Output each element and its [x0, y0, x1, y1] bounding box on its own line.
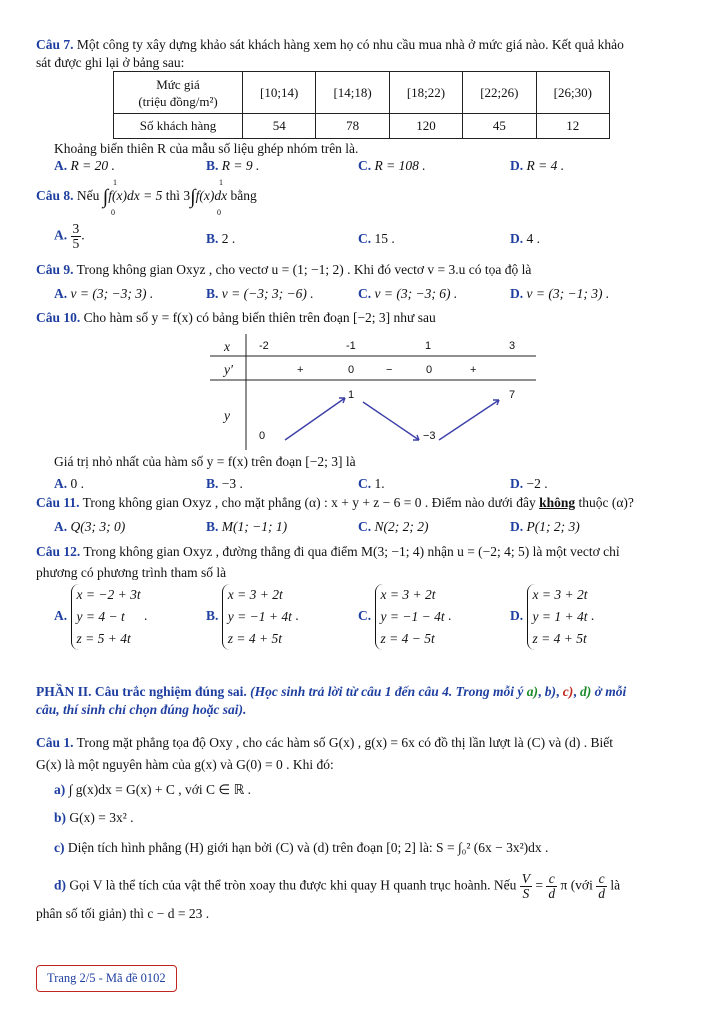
p2q1-item-b: [54, 810, 134, 826]
item-text-end: là: [610, 877, 621, 893]
q10-option-a: [54, 476, 84, 492]
option-text: v = (3; −3; 3) .: [70, 286, 154, 301]
option-letter: B.: [206, 158, 219, 173]
part2-title: PHẦN II. Câu trắc nghiệm đúng sai.: [36, 684, 247, 699]
item-text: ∫ g(x)dx = G(x) + C , với C ∈ ℝ .: [68, 782, 252, 797]
q7-count-cell: 54: [243, 114, 316, 139]
fraction: [596, 872, 607, 901]
option-text: R = 20 .: [70, 158, 115, 173]
q9-option-b: [206, 286, 314, 302]
part2-heading: PHẦN II. Câu trắc nghiệm đúng sai. (Học sinh trả lời từ câu 1 đến câu 4. Trong mỗi ý a), b), c), d) ở mỗi: [36, 684, 627, 699]
integral-sign: ∫: [102, 186, 109, 208]
q12-option-a: [54, 584, 147, 650]
eq-line: z = 4 + 5t: [532, 631, 587, 646]
q7-interval-cell: [22;26): [463, 72, 536, 114]
q7-header-label-2: (triệu đồng/m²): [138, 93, 218, 109]
eq-line: z = 4 − 5t: [380, 631, 435, 646]
item-text: Gọi V là thể tích của vật thể tròn xoay thu được khi quay H quanh trục hoành. Nếu: [69, 877, 517, 893]
denominator: d: [548, 886, 556, 901]
q12-text-line1: Trong không gian Oxyz , đường thẳng đi qua điểm M(3; −1; 4) nhận u = (−2; 4; 5) là một vectơ chỉ: [83, 544, 620, 559]
option-letter: A.: [54, 519, 68, 534]
q7-count-cell: 45: [463, 114, 536, 139]
q11-text-end: thuộc (α)?: [578, 495, 634, 510]
q8-text-equals: bằng: [230, 188, 257, 203]
denominator: S: [522, 886, 530, 901]
option-text: R = 9 .: [221, 158, 260, 173]
eq-line: y = 4 − t: [76, 609, 125, 624]
q8-limit-upper-2: 1: [219, 178, 223, 187]
p2q1-item-d: [54, 872, 620, 901]
vt-y-value: 0: [259, 430, 266, 442]
q12-option-b: [206, 584, 299, 650]
equation-system: [527, 584, 588, 650]
q8-option-d: [510, 231, 540, 247]
q8-stem: [36, 186, 257, 209]
q9-option-d: [510, 286, 609, 302]
option-letter: C.: [358, 519, 372, 534]
q9-option-c: [358, 286, 457, 302]
q12-label: Câu 12.: [36, 544, 81, 559]
q8-text-then: thì 3: [165, 188, 191, 203]
q8-limit-lower: 0: [111, 208, 115, 217]
option-letter: B.: [206, 608, 219, 624]
p2q1-item-a: [54, 782, 251, 798]
p2q1-item-d-line2: phân số tối giản) thì c − d = 23 .: [36, 906, 210, 921]
eq-line: z = 4 + 5t: [227, 631, 282, 646]
q7-option-c: [358, 158, 426, 174]
arrow-up-2: [439, 400, 499, 440]
integral-sign: ∫: [190, 186, 196, 208]
vt-y-value: 7: [509, 389, 516, 401]
q11-stem: [36, 495, 634, 511]
q10-label: Câu 10.: [36, 310, 81, 325]
q7-text-line1: Một công ty xây dựng khảo sát khách hàng xem họ có nhu cầu mua nhà ở mức giá nào. Kết quả khảo: [76, 37, 624, 52]
equation-system: [71, 584, 141, 650]
vt-sign: 0: [348, 364, 355, 376]
vt-x-value: 1: [425, 340, 432, 352]
q7-option-a: [54, 158, 115, 174]
vt-x-value: -2: [259, 340, 269, 352]
option-letter: A.: [54, 286, 68, 301]
eq-line: x = 3 + 2t: [532, 587, 588, 602]
denominator: d: [598, 886, 605, 901]
item-text: Diện tích hình phẳng (H) giới hạn bởi (C) và (d) trên đoạn [0; 2] là: S = ∫₀² (6x − 3x²)dx .: [67, 840, 549, 855]
option-letter: A.: [54, 476, 68, 491]
option-letter: A.: [54, 158, 68, 173]
option-letter: A.: [54, 227, 68, 243]
vt-sign: +: [470, 364, 477, 376]
numerator: c: [596, 872, 607, 887]
eq-line: x = 3 + 2t: [227, 587, 283, 602]
q8-limit-lower-2: 0: [217, 208, 221, 217]
part2-a: a): [526, 684, 539, 699]
q9-text: Trong không gian Oxyz , cho vectơ u = (1; −1; 2) . Khi đó vectơ v = 3.u có tọa độ là: [76, 262, 532, 277]
q7-count-cell: 12: [536, 114, 609, 139]
q12-text-line2: phương có phương trình tham số là: [36, 565, 227, 580]
q11-label: Câu 11.: [36, 495, 80, 510]
q7-interval-cell: [10;14): [243, 72, 316, 114]
eq-line: y = −1 + 4t: [227, 609, 292, 624]
option-letter: D.: [510, 231, 524, 246]
option-text: 2 .: [221, 231, 236, 246]
vt-sign: +: [297, 364, 304, 376]
option-text: v = (−3; 3; −6) .: [221, 286, 314, 301]
arrow-down: [363, 402, 419, 440]
equation-system: [375, 584, 445, 650]
vt-yprime-label: y′: [224, 362, 233, 377]
p2q1-text-line2: G(x) là một nguyên hàm của g(x) và G(0) = 0 . Khi đó:: [36, 757, 334, 772]
q7-count-cell: 78: [316, 114, 389, 139]
q7-count-cell: 120: [389, 114, 462, 139]
q7-interval-cell: [14;18): [316, 72, 389, 114]
eq-line: x = −2 + 3t: [76, 587, 141, 602]
option-text: −3 .: [221, 476, 243, 491]
eq-line: x = 3 + 2t: [380, 587, 436, 602]
part2-b: b): [544, 684, 557, 699]
q8-integral-2: f(x)dx: [195, 188, 228, 203]
option-text: N(2; 2; 2): [374, 519, 429, 534]
q8-option-b: [206, 231, 235, 247]
q11-text: Trong không gian Oxyz , cho mặt phẳng (α) : x + y + z − 6 = 0 . Điểm nào dưới đây: [82, 495, 536, 510]
option-letter: C.: [358, 476, 372, 491]
option-text: R = 4 .: [526, 158, 565, 173]
fraction: [520, 872, 532, 901]
vt-x-value: -1: [346, 340, 356, 352]
option-letter: B.: [206, 476, 219, 491]
q7-stem: [36, 36, 692, 54]
q10-question: Giá trị nhỏ nhất của hàm số y = f(x) trên đoạn [−2; 3] là: [54, 454, 356, 469]
q12-option-c: [358, 584, 451, 650]
option-letter: C.: [358, 286, 372, 301]
p2q1-label: Câu 1.: [36, 735, 74, 750]
option-letter: D.: [510, 158, 524, 173]
q7-text-line2: sát được ghi lại ở bảng sau:: [36, 55, 185, 70]
vt-y-value: 1: [348, 389, 355, 401]
q10-option-b: [206, 476, 243, 492]
option-letter: D.: [510, 519, 524, 534]
page-footer: Trang 2/5 - Mã đề 0102: [36, 965, 177, 992]
item-label: b): [54, 810, 67, 825]
q8-limit-upper: 1: [113, 178, 117, 187]
option-text: Q(3; 3; 0): [70, 519, 126, 534]
option-letter: D.: [510, 286, 524, 301]
vt-y-label: y: [224, 408, 230, 423]
item-text: G(x) = 3x² .: [69, 810, 134, 825]
q11-option-b: [206, 519, 287, 535]
q7-interval-cell: [26;30): [536, 72, 609, 114]
option-text: 15 .: [374, 231, 395, 246]
part2-instruction: (Học sinh trả lời từ câu 1 đến câu 4. Trong mỗi ý: [250, 684, 524, 699]
option-text: 4 .: [526, 231, 540, 246]
equation-system: [222, 584, 292, 650]
option-text: R = 108 .: [374, 158, 426, 173]
part2-instruction-end: ở mỗi: [594, 684, 627, 699]
eq-line: y = −1 − 4t: [380, 609, 445, 624]
numerator: c: [546, 872, 557, 887]
vt-x-value: 3: [509, 340, 516, 352]
option-letter: B.: [206, 519, 219, 534]
option-text: P(1; 2; 3): [526, 519, 580, 534]
numerator: V: [521, 871, 530, 886]
option-letter: C.: [358, 158, 372, 173]
fraction: [546, 872, 557, 901]
q9-option-a: [54, 286, 153, 302]
q10-text: Cho hàm số y = f(x) có bảng biến thiên trên đoạn [−2; 3] như sau: [83, 310, 436, 325]
q9-label: Câu 9.: [36, 262, 74, 277]
part2-c: c): [562, 684, 574, 699]
eq-line: z = 5 + 4t: [76, 631, 131, 646]
option-end: .: [295, 608, 299, 624]
q10-option-d: [510, 476, 548, 492]
q8-label: Câu 8.: [36, 188, 74, 203]
item-label: d): [54, 877, 67, 893]
option-text: v = (3; −3; 6) .: [374, 286, 458, 301]
q7-header-label-1: Mức giá: [156, 76, 200, 92]
q11-option-d: [510, 519, 580, 535]
vt-sign: 0: [426, 364, 433, 376]
option-letter: A.: [54, 608, 68, 624]
option-text: −2 .: [526, 476, 548, 491]
option-letter: C.: [358, 608, 372, 624]
q8-integral-1: f(x)dx = 5: [108, 188, 163, 203]
option-end: .: [143, 608, 148, 624]
part2-instruction-line2: câu, thí sinh chỉ chọn đúng hoặc sai).: [36, 702, 247, 717]
option-end: .: [447, 608, 452, 624]
equals-sign: =: [535, 877, 543, 893]
option-text: M(1; −1; 1): [221, 519, 288, 534]
option-text: 0 .: [70, 476, 84, 491]
pi-text: π (với: [560, 877, 593, 893]
option-letter: B.: [206, 286, 219, 301]
numerator: 3: [72, 221, 80, 236]
item-label: c): [54, 840, 65, 855]
eq-line: y = 1 + 4t: [532, 609, 588, 624]
q7-table-header-cell: [114, 72, 243, 114]
option-letter: D.: [510, 476, 524, 491]
q11-option-a: [54, 519, 125, 535]
q8-text-if: Nếu: [76, 188, 100, 203]
q12-stem: [36, 544, 620, 560]
q10-stem: [36, 310, 436, 326]
option-letter: C.: [358, 231, 372, 246]
q12-option-d: [510, 584, 594, 650]
q7-label: Câu 7.: [36, 37, 74, 52]
vt-x-label: x: [224, 339, 230, 354]
part2-heading-line2: [36, 702, 246, 718]
q8-option-c: [358, 231, 395, 247]
q9-stem: [36, 262, 531, 278]
p2q1-item-c: [54, 840, 548, 856]
vt-y-value: −3: [423, 430, 436, 442]
fraction: [71, 222, 82, 251]
part2-d: d): [580, 684, 592, 699]
option-text: v = (3; −1; 3) .: [526, 286, 610, 301]
item-label: a): [54, 782, 66, 797]
q7-question: Khoảng biến thiên R của mẫu số liệu ghép nhóm trên là.: [54, 141, 359, 156]
q11-emphasis: không: [539, 495, 576, 510]
q7-row-label: Số khách hàng: [114, 114, 243, 139]
option-letter: B.: [206, 231, 219, 246]
denominator: 5: [72, 236, 80, 251]
p2q1-text-line1: Trong mặt phẳng tọa độ Oxy , cho các hàm số G(x) , g(x) = 6x có đồ thị lần lượt là (C) và (d) . Biết: [76, 735, 613, 750]
q8-option-a: A. $\frac{3}{5}$ .: [54, 221, 85, 251]
option-letter: D.: [510, 608, 524, 624]
q7-option-d: [510, 158, 564, 174]
vt-sign: −: [386, 364, 393, 376]
option-text: 1.: [374, 476, 385, 491]
q7-interval-cell: [18;22): [389, 72, 462, 114]
q7-option-b: [206, 158, 259, 174]
q10-option-c: [358, 476, 385, 492]
q11-option-c: [358, 519, 429, 535]
p2q1-stem: [36, 735, 613, 751]
option-end: .: [590, 608, 595, 624]
q7-frequency-table: [113, 71, 610, 139]
arrow-up-1: [285, 398, 345, 440]
